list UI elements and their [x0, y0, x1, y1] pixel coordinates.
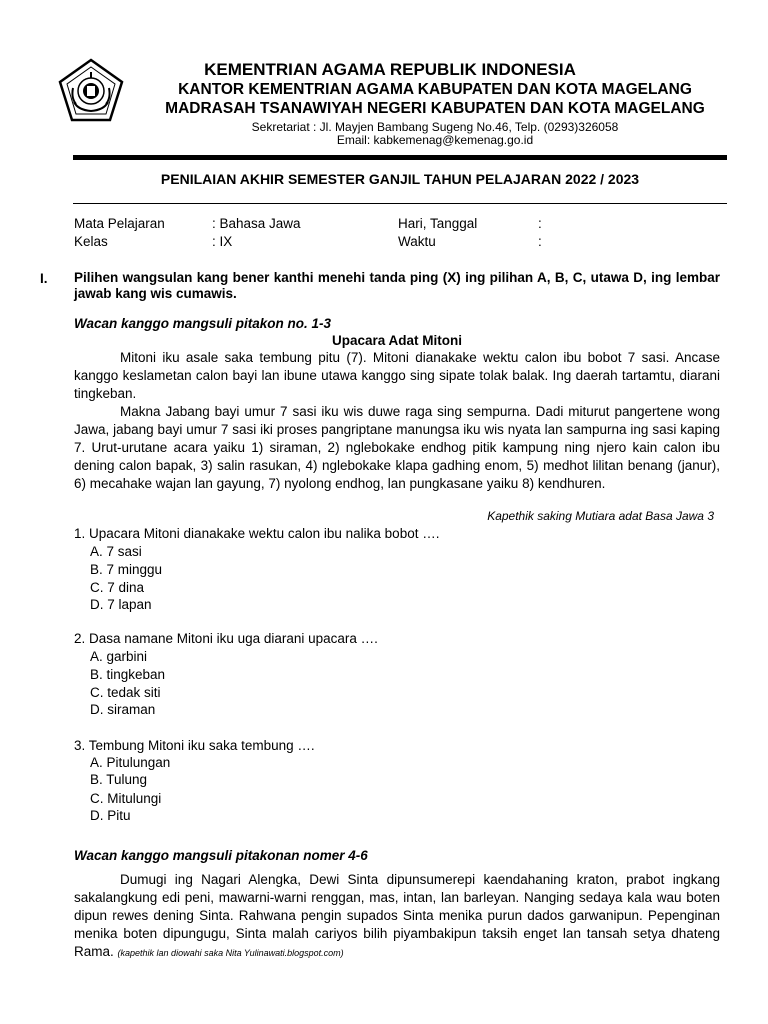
reading2-source: (kapethik lan diowahi saka Nita Yulinawati.blogspot.com)	[117, 948, 344, 958]
q3-option-b: B. Tulung	[90, 772, 148, 787]
time-label: Waktu	[398, 234, 436, 249]
q1-option-a: A. 7 sasi	[90, 544, 142, 559]
question-3: 3. Tembung Mitoni iku saka tembung ….	[74, 738, 315, 753]
q2-option-d: D. siraman	[90, 702, 156, 717]
reading2-heading: Wacan kanggo mangsuli pitakonan nomer 4-6	[74, 848, 368, 863]
class-label: Kelas	[74, 234, 108, 249]
reading1-paragraph: Mitoni iku asale saka tembung pitu (7). Mitoni dianakake wektu calon ibu bobot 7 sasi. Ancase kanggo keslametan calon bayi lan ibune utawa kanggo sing sipate tolak balak. Ing daerah tartamtu, diarani tingkeban.	[74, 350, 720, 401]
q1-option-b: B. 7 minggu	[90, 562, 163, 577]
question-1: 1. Upacara Mitoni dianakake wektu calon ibu nalika bobot ….	[74, 526, 440, 541]
school-name: MADRASAH TSANAWIYAH NEGERI KABUPATEN DAN KOTA MAGELANG	[165, 100, 705, 117]
q3-option-d: D. Pitu	[90, 808, 131, 823]
day-label: Hari, Tanggal	[398, 216, 478, 231]
day-value: :	[538, 216, 542, 231]
class-value: : IX	[212, 234, 233, 249]
q2-option-c: C. tedak siti	[90, 685, 161, 700]
reading2-text	[74, 871, 720, 962]
reading2-body: Dumugi ing Nagari Alengka, Dewi Sinta dipunsumerepi kaendahaning kraton, prabot ingkang sakalangkung edi peni, mawarni-warni renggan, mas, intan, lan barleyan. Nanging sedaya kala wau boten dipun rewes dening Sinta. Rahwana pengin supados Sinta menika purun dados garwanipun. Pepenginan menika boten dipungugu, Sinta malah cariyos bilih piyambakipun taksih enget lan tansah setya dhateng Rama.	[74, 872, 720, 959]
reading1-text	[74, 349, 720, 493]
title-rule	[73, 203, 727, 204]
office-name: KANTOR KEMENTRIAN AGAMA KABUPATEN DAN KOTA MAGELANG	[178, 81, 692, 98]
q3-option-a: A. Pitulungan	[90, 755, 171, 770]
reading2-paragraph	[74, 871, 720, 962]
exam-title: PENILAIAN AKHIR SEMESTER GANJIL TAHUN PELAJARAN 2022 / 2023	[160, 171, 640, 187]
header-rule	[73, 155, 727, 160]
section-number: I.	[40, 271, 48, 286]
reading1-source: Kapethik saking Mutiara adat Basa Jawa 3	[487, 509, 714, 523]
reading1-heading: Wacan kanggo mangsuli pitakon no. 1-3	[74, 316, 332, 331]
q1-option-d: D. 7 lapan	[90, 597, 152, 612]
q2-option-a: A. garbini	[90, 649, 148, 664]
time-value: :	[538, 234, 542, 249]
ministry-name: KEMENTRIAN AGAMA REPUBLIK INDONESIA	[204, 60, 576, 79]
question-2: 2. Dasa namane Mitoni iku uga diarani upacara ….	[74, 631, 378, 646]
section-instruction: Pilihen wangsulan kang bener kanthi menehi tanda ping (X) ing pilihan A, B, C, utawa D, ing lembar jawab kang wis cumawis.	[74, 270, 720, 301]
email: Email: kabkemenag@kemenag.go.id	[336, 133, 534, 147]
subject-label: Mata Pelajaran	[74, 216, 165, 231]
q2-option-b: B. tingkeban	[90, 667, 166, 682]
subject-value: : Bahasa Jawa	[212, 216, 301, 231]
q3-option-c: C. Mitulungi	[90, 791, 162, 806]
reading1-paragraph: Makna Jabang bayi umur 7 sasi iku wis duwe raga sing sempurna. Dadi miturut pangertene wong Jawa, jabang bayi umur 7 sasi iki proses pangriptane manungsa iku wis nyata lan sampurna ing sasi kaping 7. Urut-urutane acara yaiku 1) siraman, 2) nglebokake endhog pitik kampung ning njero kain calon ibu dening calon bapak, 3) salin rasukan, 4) nglebokake klapa gadhing enom, 5) medhot lilitan benang (janur), 6) mecahake wajan lan gayung, 7) nyolong endhog, lan pungkasane yaiku 8) kendhuren.	[74, 404, 720, 491]
q1-option-c: C. 7 dina	[90, 580, 145, 595]
reading1-title: Upacara Adat Mitoni	[331, 333, 463, 348]
address: Sekretariat : Jl. Mayjen Bambang Sugeng No.46, Telp. (0293)326058	[251, 120, 619, 134]
